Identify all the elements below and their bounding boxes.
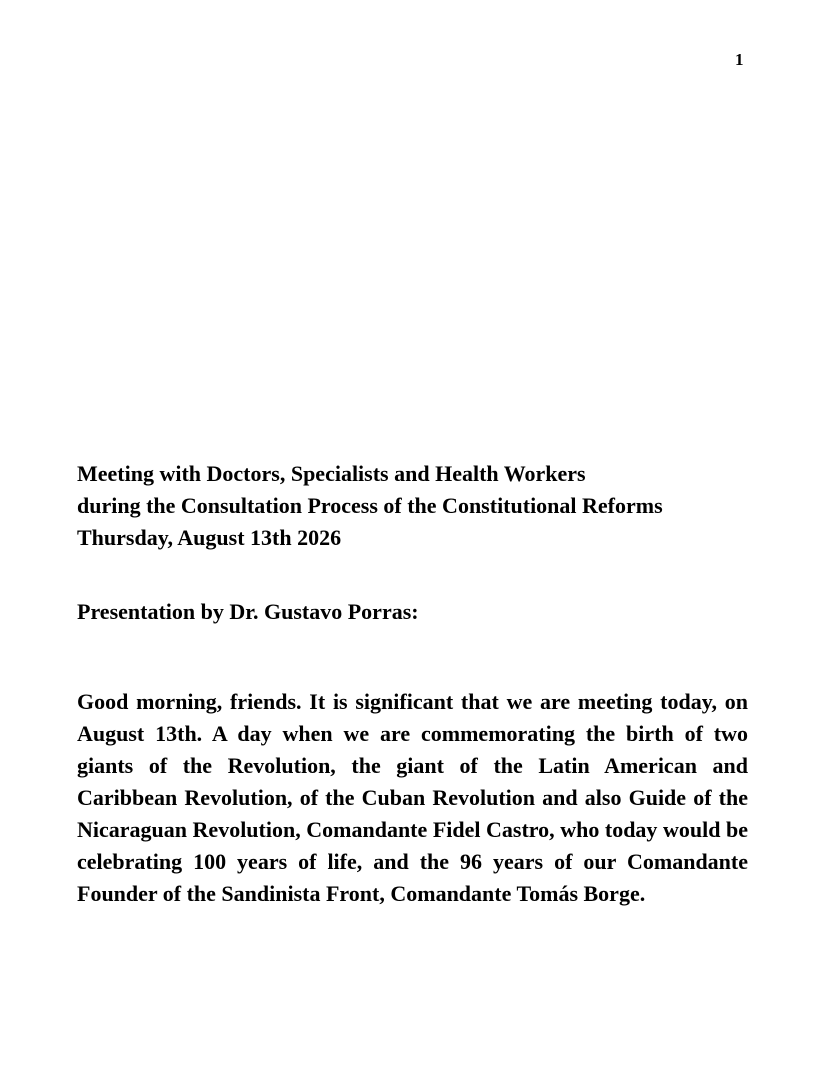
presenter-label: Presentation by Dr. Gustavo Porras: [77,599,419,624]
body-paragraph: Good morning, friends. It is significant that we are meeting today, on August 13th. A day when we are commemorating the birth of two giants of the Revolution, the giant of the Latin American and Caribbean Revolution, of the Cuban Revolution and also Guide of the Nicaraguan Revolution, Comandante Fidel Castro, who today would be celebrating 100 years of life, and the 96 years of our Comandante Founder of the Sandinista Front, Comandante Tomás Borge. [77,689,748,906]
document-heading [77,458,777,554]
page-number: 1 [735,50,744,69]
heading-subtitle-line: during the Consultation Process of the Constitutional Reforms [77,493,663,518]
heading-date-line: Thursday, August 13th 2026 [77,525,342,550]
heading-title-line: Meeting with Doctors, Specialists and Health Workers [77,461,586,486]
